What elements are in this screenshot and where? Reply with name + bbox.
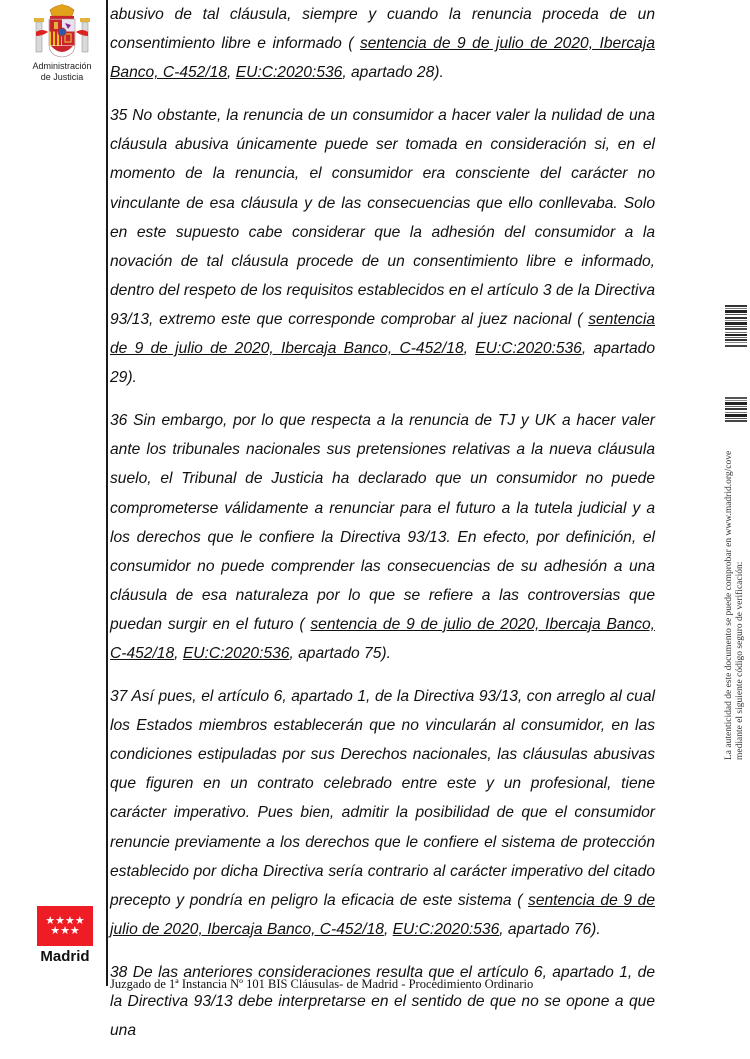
barcode-bar (725, 322, 747, 325)
madrid-caption: Madrid (40, 948, 90, 965)
barcode-bar (725, 332, 747, 333)
citation-link[interactable]: sentencia de 9 de julio de 2020, Ibercaja Banco, C-452/18 (110, 310, 655, 358)
logo-caption-line1: Administración (32, 61, 92, 71)
separator: , (174, 644, 183, 662)
barcode-bar (725, 397, 747, 399)
ecli-link[interactable]: EU:C:2020:536 (475, 340, 582, 358)
barcode-bar (725, 310, 747, 313)
barcode-icon (725, 397, 747, 422)
barcode-bar (725, 334, 747, 336)
page-footer: Juzgado de 1ª Instancia Nº 101 BIS Cláusulas- de Madrid - Procedimiento Ordinario (110, 977, 534, 991)
paragraph-text: 37 Así pues, el artículo 6, apartado 1, de la Directiva 93/13, con arreglo al cual los Estados miembros establecerán que no vincularán al consumidor, en las condiciones estipuladas por sus Derechos nacionales, las cláusulas abusivas que figuren en un contrato celebrado entre este y un profesional, tiene carácter imperativo. Pues bien, admitir la posibilidad de que el consumidor renuncie previamente a los derechos que le confiere el sistema de protección establecido por dicha Directiva sería contrario al carácter imperativo del citado precepto y pondría en peligro la eficacia de este sistema ( (110, 688, 655, 909)
barcode-bar (725, 400, 747, 401)
paragraph-text: , apartado 75). (289, 644, 391, 662)
ecli-link[interactable]: EU:C:2020:536 (392, 920, 500, 938)
paragraph-text: abusivo de tal cláusula, siempre y cuando la renuncia proceda de un consentimiento libre e informado ( (110, 6, 655, 53)
administracion-de-justicia-logo (30, 2, 94, 84)
barcode-bar (725, 342, 747, 343)
ecli-link[interactable]: EU:C:2020:536 (182, 644, 290, 662)
logo-caption-line2: de Justicia (40, 72, 84, 82)
barcode-bar (725, 326, 747, 327)
paragraph-35 (110, 101, 655, 392)
coat-of-arms-icon (32, 2, 92, 60)
paragraph-37 (110, 682, 655, 944)
paragraph-38 (110, 958, 655, 1045)
barcode-icon (725, 305, 747, 347)
citation-link[interactable]: sentencia de 9 de julio de 2020, Ibercaja Banco, C-452/18 (110, 891, 655, 938)
barcode-bar (725, 414, 747, 417)
paragraph-text: , apartado 29). (110, 340, 655, 387)
barcode-bar (725, 320, 747, 321)
barcode-bar (725, 406, 747, 407)
barcode-bar (725, 314, 747, 315)
ecli-link[interactable]: EU:C:2020:536 (235, 64, 343, 82)
barcode-bar (725, 337, 747, 338)
barcode-bar (725, 402, 747, 405)
citation-link[interactable]: sentencia de 9 de julio de 2020, Ibercaja Banco, C-452/18 (110, 615, 656, 662)
barcode-bar (725, 418, 747, 419)
comunidad-de-madrid-logo (37, 906, 93, 965)
barcode-bar (725, 420, 747, 422)
paragraph-text: 35 No obstante, la renuncia de un consumidor a hacer valer la nulidad de una cláusula abusiva únicamente puede ser tomada en consideración si, en el momento de la renuncia, el consumidor era consciente del carácter no vinculante de esa cláusula y de las consecuencias que ello conllevaba. Solo en este supuesto cabe considerar que la adhesión del consumidor a la novación de tal cláusula procede de un consentimiento libre e informado, dentro del respeto de los requisitos establecidos en el artículo 3 de la Directiva 93/13, extremo este que corresponde comprobar al juez nacional ( (110, 107, 655, 328)
barcode-bar (725, 412, 747, 413)
barcode-bar (725, 317, 747, 319)
paragraph-text: , apartado 76). (499, 920, 601, 938)
stars-bottom-row: ★★★ (50, 925, 80, 937)
barcode-bar (725, 339, 747, 341)
paragraph-36 (110, 406, 655, 668)
separator: , (227, 64, 236, 82)
verification-line2: mediante el siguiente código seguro de verificación: (735, 561, 745, 760)
madrid-flag-icon (37, 906, 93, 946)
citation-link[interactable]: sentencia de 9 de julio de 2020, Ibercaja Banco, C-452/18 (110, 35, 655, 82)
separator: , (463, 340, 476, 358)
barcode-bar (725, 328, 747, 330)
barcode-bar (725, 305, 747, 307)
left-margin-rule (106, 0, 108, 986)
barcode-bar (725, 308, 747, 309)
verification-notice (724, 451, 746, 760)
document-body (110, 0, 655, 1059)
paragraph-text: 36 Sin embargo, por lo que respecta a la renuncia de TJ y UK a hacer valer ante los tribunales nacionales sus pretensiones relativas a la nueva cláusula suelo, el Tribunal de Justicia ha declarado que un consumidor no puede comprometerse válidamente a renunciar para el futuro a la tutela judicial y a los derechos que le confiere la Directiva 93/13. En efecto, por definición, el consumidor no puede comprender las consecuencias de su adhesión a una cláusula de esa naturaleza por lo que se refiere a las controversias que puedan surgir en el futuro ( (110, 412, 655, 633)
separator: , (383, 920, 393, 938)
barcode-bar (725, 408, 747, 410)
paragraph-34-continued (110, 0, 655, 87)
verification-line1: La autenticidad de este documento se puede comprobar en www.madrid.org/cove (724, 450, 734, 760)
verification-barcodes (725, 305, 747, 422)
paragraph-text: 38 De las anteriores consideraciones resulta que el artículo 6, apartado 1, de la Directiva 93/13 debe interpretarse en el sentido de que no se opone a que una (110, 963, 655, 1040)
stars-top-row: ★★★★ (45, 915, 85, 927)
barcode-bar (725, 345, 747, 347)
paragraph-text: , apartado 28). (342, 64, 444, 82)
